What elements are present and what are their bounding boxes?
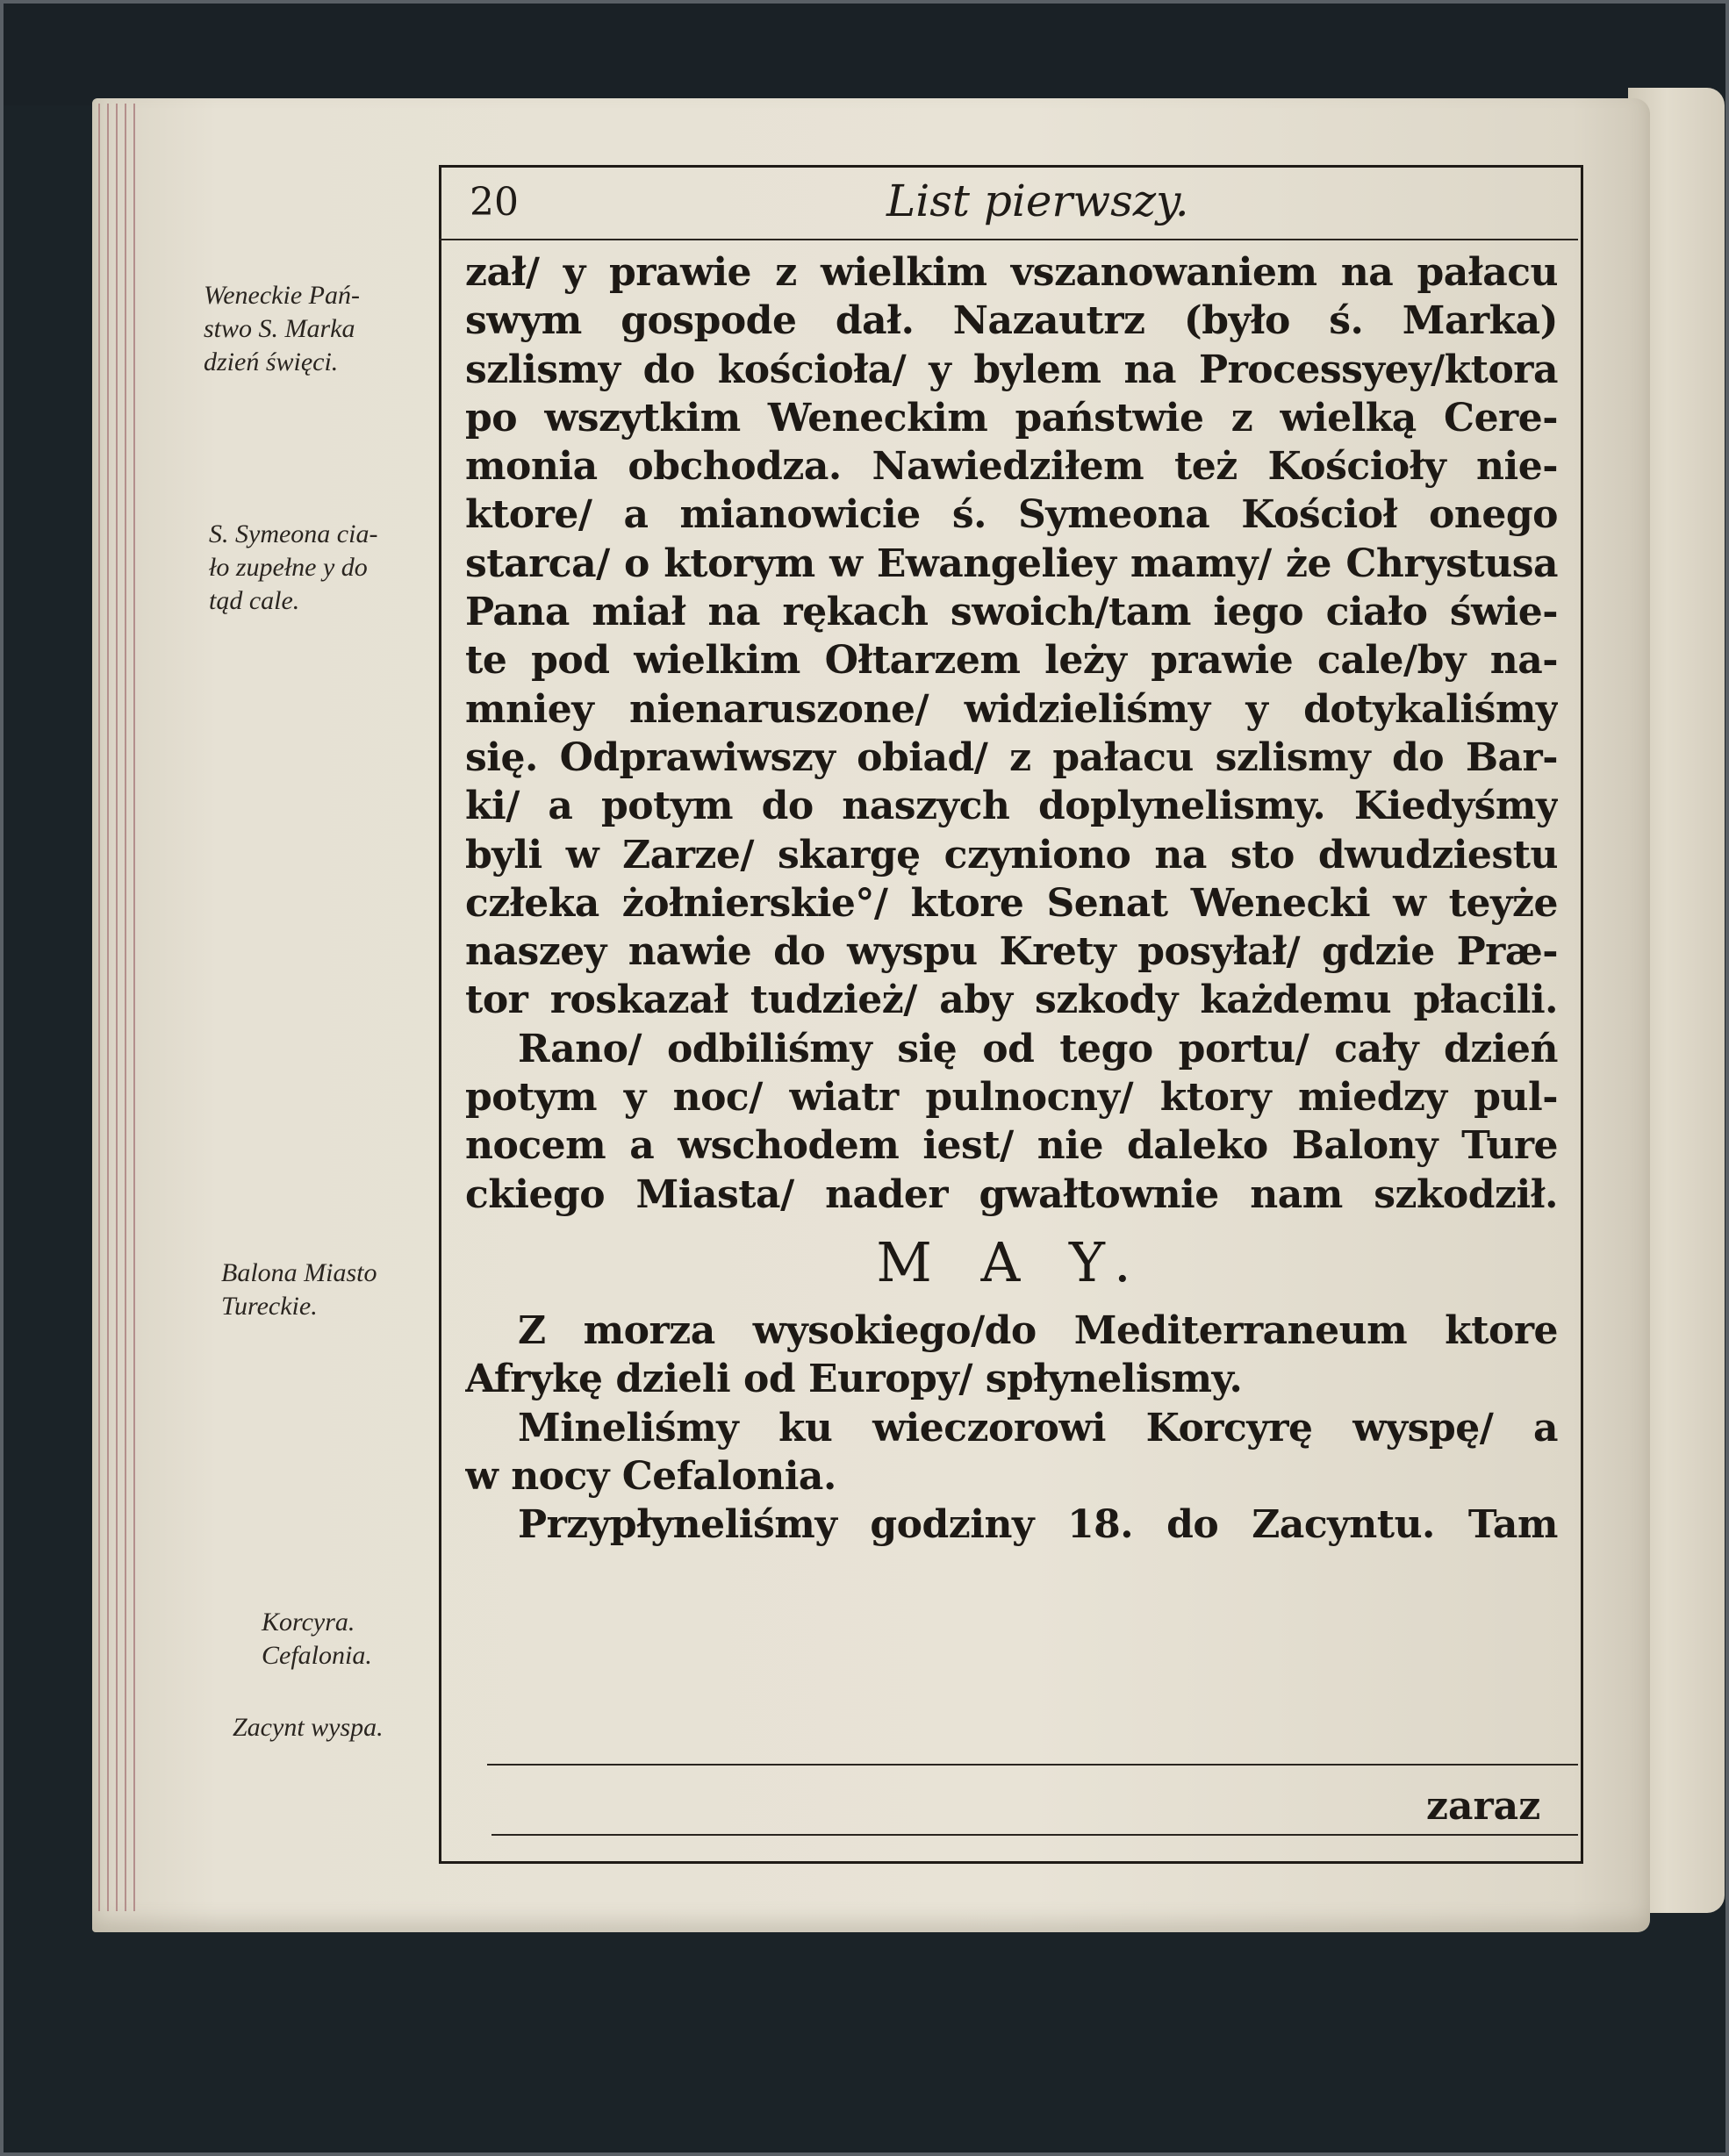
text-line: człeka żołnierskie°/ ktore Senat Wenecki w teyże — [465, 880, 1558, 926]
margin-note-korcyra: Korcyra. Cefalonia. — [262, 1608, 372, 1670]
running-title: List pierwszy. — [886, 175, 1189, 226]
text-line: ckiego Miasta/ nader gwałtownie nam szkodził. — [465, 1171, 1558, 1217]
text-line: starca/ o ktorym w Ewangeliey mamy/ że Chrystusa — [465, 541, 1558, 586]
text-line: monia obchodza. Nawiedziłem też Kościoły nie- — [465, 444, 1558, 490]
text-line: ki/ a potym do naszych doplynelismy. Kiedyśmy — [465, 784, 1558, 829]
text-line: naszey nawie do wyspu Krety posyłał/ gdzie Præ- — [465, 929, 1558, 975]
page-edge-line — [116, 104, 118, 1911]
text-line: zał/ y prawie z wielkim vszanowaniem na pałacu — [465, 250, 1558, 295]
page-edge-line — [98, 104, 100, 1911]
text-line: Afrykę dzieli od Europy/ spłynelismy. — [465, 1357, 1243, 1402]
margin-note-balona: Balona Miasto Tureckie. — [221, 1258, 377, 1321]
section-heading: M A Y. — [876, 1229, 1147, 1294]
text-line: szlismy do kościoła/ y bylem na Processyey/ktora — [465, 347, 1558, 392]
bottom-rule — [491, 1834, 1578, 1836]
text-line: Mineliśmy ku wieczorowi Korcyrę wyspę/ a — [518, 1405, 1558, 1450]
text-line: Pana miał na rękach swoich/tam iego ciało świe- — [465, 590, 1558, 635]
text-line: mniey nienaruszone/ widzieliśmy y dotykaliśmy — [465, 686, 1558, 732]
body-text — [465, 248, 1558, 1549]
text-line: tor roskazał tudzież/ aby szkody każdemu płacili. — [465, 978, 1558, 1023]
text-line: nocem a wschodem iest/ nie daleko Balony Ture — [465, 1123, 1558, 1169]
text-line: potym y noc/ wiatr pulnocny/ ktory miedzy pul- — [465, 1075, 1558, 1121]
text-line: się. Odprawiwszy obiad/ z pałacu szlismy do Bar- — [465, 734, 1558, 780]
text-line: ktore/ a mianowicie ś. Symeona Kościoł onego — [465, 492, 1558, 538]
text-line: Z morza wysokiego/do Mediterraneum ktore — [518, 1307, 1558, 1353]
footer-rule — [487, 1764, 1578, 1766]
page-edge-line — [125, 104, 126, 1911]
scan-background — [0, 0, 1729, 105]
text-line: w nocy Cefalonia. — [465, 1453, 836, 1499]
page-edge-line — [133, 104, 135, 1911]
text-line: Przypłyneliśmy godziny 18. do Zacyntu. Tam — [518, 1502, 1558, 1548]
margin-note-zacynt: Zacynt wyspa. — [233, 1713, 384, 1742]
text-line: byli w Zarze/ skargę czyniono na sto dwudziestu — [465, 832, 1558, 877]
page-number: 20 — [470, 180, 519, 225]
margin-note-venice: Weneckie Pań- stwo S. Marka dzień święci. — [204, 281, 360, 376]
page-edge-line — [107, 104, 109, 1911]
catchword: zaraz — [1426, 1784, 1541, 1829]
margin-note-symeon: S. Symeona cia- ło zupełne y do tąd cale. — [209, 519, 378, 615]
text-line: po wszytkim Weneckim państwie z wielką Cere- — [465, 395, 1558, 441]
text-line: te pod wielkim Ołtarzem leży prawie cale/by na- — [465, 638, 1558, 684]
text-line: Rano/ odbiliśmy się od tego portu/ cały dzień — [518, 1026, 1558, 1071]
text-line: swym gospode dał. Nazautrz (było ś. Marka) — [465, 298, 1558, 344]
header-rule — [439, 239, 1578, 240]
